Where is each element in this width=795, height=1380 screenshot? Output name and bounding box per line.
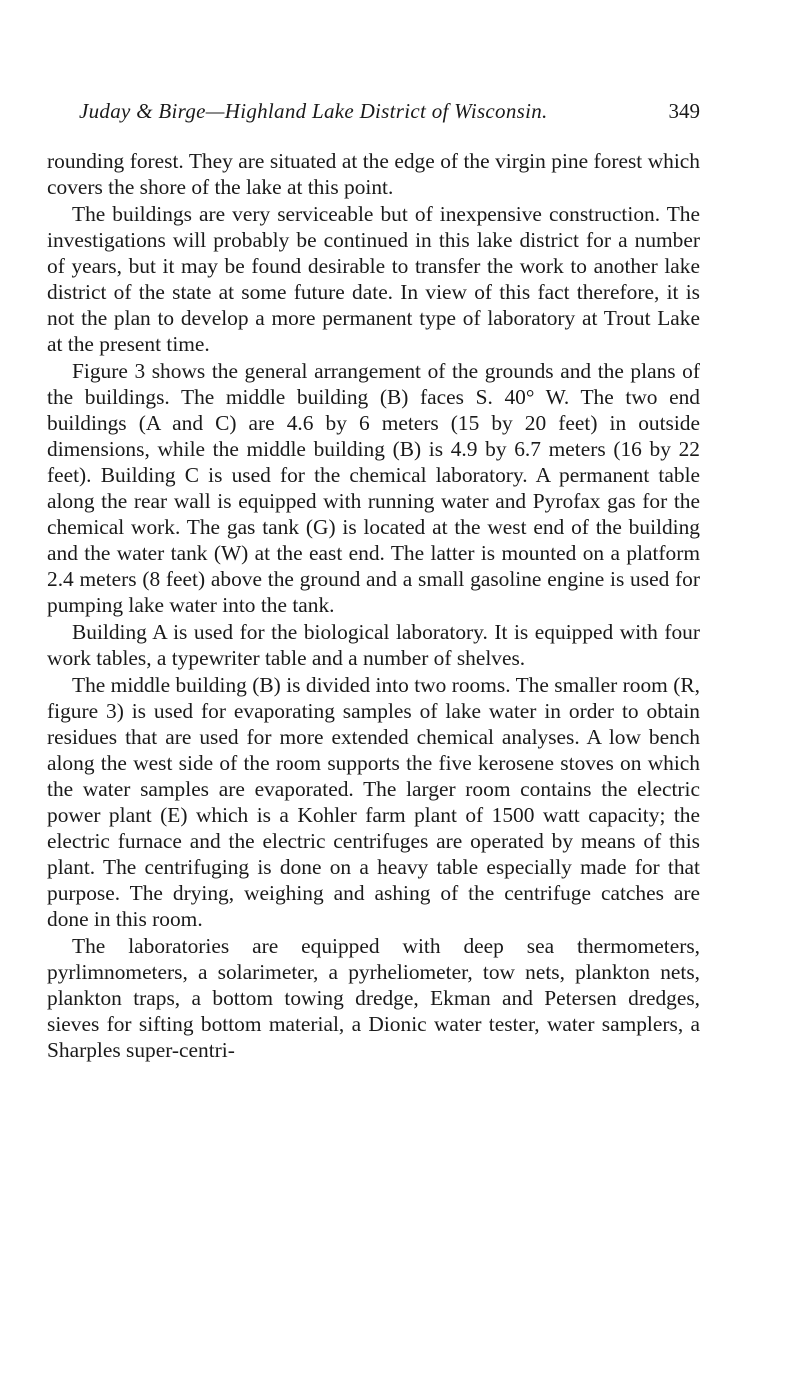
page-number: 349 [668, 99, 700, 123]
paragraph-continued: rounding forest. They are situated at the edge of the virgin pine forest which covers the shore of the lake at this point. [47, 149, 700, 199]
paragraph-buildings: The buildings are very serviceable but of inexpensive construction. The investigations will probably be continued in this lake district for a number of years, but it may be found desirable to transfer the work to another lake district of the state at some future date. In view of this fact therefore, it is not the plan to develop a more permanent type of laboratory at Trout Lake at the present time. [47, 202, 700, 356]
running-head [47, 96, 700, 126]
paragraph-building-a: Building A is used for the biological laboratory. It is equipped with four work tables, a typewriter table and a number of shelves. [47, 620, 700, 670]
running-head-title: Juday & Birge—Highland Lake District of Wisconsin. [79, 99, 548, 123]
paragraph-figure-3: Figure 3 shows the general arrangement of the grounds and the plans of the buildings. The middle building (B) faces S. 40° W. The two end buildings (A and C) are 4.6 by 6 meters (15 by 20 feet) in outside dimensions, while the middle building (B) is 4.9 by 6.7 meters (16 by 22 feet). Building C is used for the chemical laboratory. A permanent table along the rear wall is equipped with running water and Pyrofax gas for the chemical work. The gas tank (G) is located at the west end of the building and the water tank (W) at the east end. The latter is mounted on a platform 2.4 meters (8 feet) above the ground and a small gasoline engine is used for pumping lake water into the tank. [47, 359, 700, 617]
book-page [47, 96, 700, 1064]
paragraph-equipment: The laboratories are equipped with deep sea thermometers, pyrlimnometers, a solarimeter, a pyrheliometer, tow nets, plankton nets, plankton traps, a bottom towing dredge, Ekman and Petersen dredges, sieves for sifting bottom material, a Dionic water tester, water samplers, a Sharples super-centri- [47, 934, 700, 1062]
body-text [47, 148, 700, 1063]
paragraph-middle-building: The middle building (B) is divided into two rooms. The smaller room (R, figure 3) is used for evaporating samples of lake water in order to obtain residues that are used for more extended chemical analyses. A low bench along the west side of the room supports the five kerosene stoves on which the water samples are evaporated. The larger room contains the electric power plant (E) which is a Kohler farm plant of 1500 watt capacity; the electric furnace and the electric centrifuges are operated by means of this plant. The centrifuging is done on a heavy table especially made for that purpose. The drying, weighing and ashing of the centrifuge catches are done in this room. [47, 673, 700, 931]
